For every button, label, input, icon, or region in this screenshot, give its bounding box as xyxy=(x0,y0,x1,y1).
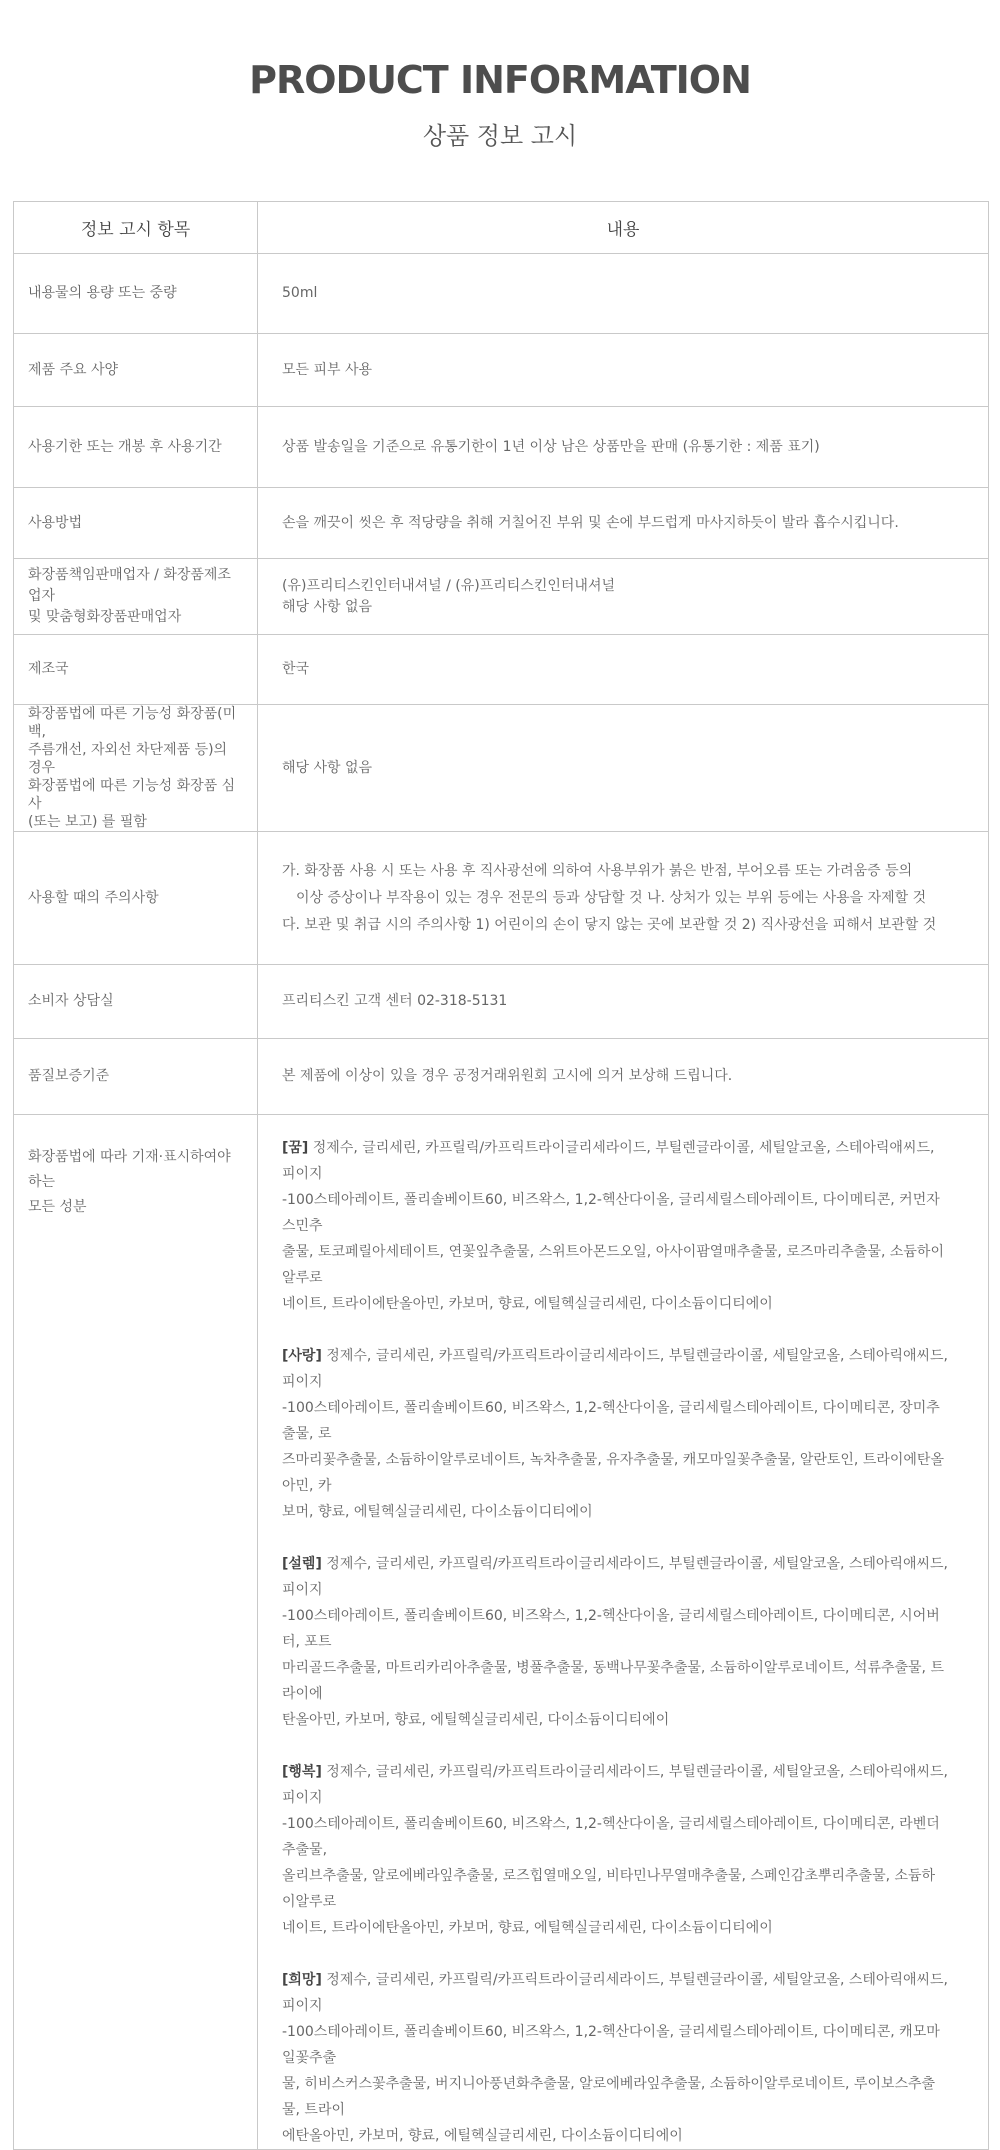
row-label-line: 화장품법에 따른 기능성 화장품(미백, xyxy=(28,706,237,740)
ingredient-block xyxy=(282,1759,948,1941)
row-value: 해당 사항 없음 xyxy=(258,705,989,832)
table-row xyxy=(14,488,989,559)
ingredient-text: -100스테아레이트, 폴리솔베이트60, 비즈왁스, 1,2-헥산다이올, 글리세릴스테아레이트, 다이메티콘, 커먼자스민추 xyxy=(282,1192,940,1234)
row-label-line: 화장품법에 따라 기재·표시하여야 하는 xyxy=(28,1149,231,1190)
ingredient-text: 물, 히비스커스꽃추출물, 버지니아풍년화추출물, 알로에베라잎추출물, 소듐하이알루로네이트, 루이보스추출물, 트라이 xyxy=(282,2076,936,2118)
table-row xyxy=(14,832,989,965)
ingredient-text: 정제수, 글리세린, 카프릴릭/카프릭트라이글리세라이드, 부틸렌글라이콜, 세틸알코올, 스테아릭애씨드, 피이지 xyxy=(282,1140,935,1182)
row-value-line: 이상 증상이나 부작용이 있는 경우 전문의 등과 상담할 것 나. 상처가 있는 부위 등에는 사용을 자제할 것 xyxy=(296,889,927,906)
row-label: 사용방법 xyxy=(14,488,258,559)
ingredient-block xyxy=(282,1135,948,1317)
table-row xyxy=(14,705,989,832)
ingredient-text: 네이트, 트라이에탄올아민, 카보머, 향료, 에틸헥실글리세린, 다이소듐이디티에이 xyxy=(282,1296,773,1312)
ingredient-text: -100스테아레이트, 폴리솔베이트60, 비즈왁스, 1,2-헥산다이올, 글리세릴스테아레이트, 다이메티콘, 시어버터, 포트 xyxy=(282,1608,940,1650)
row-value: 모든 피부 사용 xyxy=(258,334,989,407)
row-value-line: 가. 화장품 사용 시 또는 사용 후 직사광선에 의하여 사용부위가 붉은 반점, 부어오름 또는 가려움증 등의 xyxy=(282,862,913,879)
row-label-line: 및 맞춤형화장품판매업자 xyxy=(28,609,182,625)
row-label-line: 모든 성분 xyxy=(28,1199,87,1215)
row-value: 50ml xyxy=(258,254,989,334)
row-label xyxy=(14,559,258,635)
ingredient-name: [행복] xyxy=(282,1764,322,1780)
row-label-line: 주름개선, 자외선 차단제품 등)의 경우 xyxy=(28,742,228,776)
row-label: 사용기한 또는 개봉 후 사용기간 xyxy=(14,407,258,488)
ingredient-block xyxy=(282,1343,948,1525)
ingredient-text: 네이트, 트라이에탄올아민, 카보머, 향료, 에틸헥실글리세린, 다이소듐이디티에이 xyxy=(282,1920,773,1936)
row-label xyxy=(14,1115,258,2150)
table-header-row xyxy=(14,202,989,254)
row-value xyxy=(258,559,989,635)
page-title: PRODUCT INFORMATION xyxy=(249,58,751,102)
table-row xyxy=(14,334,989,407)
row-value-line: (유)프리티스킨인터내셔널 / (유)프리티스킨인터내셔널 xyxy=(282,577,615,594)
row-value: 본 제품에 이상이 있을 경우 공정거래위원회 고시에 의거 보상해 드립니다. xyxy=(258,1039,989,1115)
ingredient-text: 탄올아민, 카보머, 향료, 에틸헥실글리세린, 다이소듐이디티에이 xyxy=(282,1712,670,1728)
table-row xyxy=(14,965,989,1039)
ingredient-text: -100스테아레이트, 폴리솔베이트60, 비즈왁스, 1,2-헥산다이올, 글리세릴스테아레이트, 다이메티콘, 캐모마일꽃추출 xyxy=(282,2024,940,2066)
ingredient-name: [사랑] xyxy=(282,1348,322,1364)
ingredient-name: [설렘] xyxy=(282,1556,322,1572)
row-label: 제조국 xyxy=(14,635,258,705)
ingredient-text: 출물, 토코페릴아세테이트, 연꽃잎추출물, 스위트아몬드오일, 아사이팜열매추출물, 로즈마리추출물, 소듐하이알루로 xyxy=(282,1244,944,1286)
ingredients-row xyxy=(14,1115,989,2150)
row-value-line: 다. 보관 및 취급 시의 주의사항 1) 어린이의 손이 닿지 않는 곳에 보관할 것 2) 직사광선을 피해서 보관할 것 xyxy=(282,916,937,933)
ingredient-text: 마리골드추출물, 마트리카리아추출물, 병풀추출물, 동백나무꽃추출물, 소듐하이알루로네이트, 석류추출물, 트라이에 xyxy=(282,1660,944,1702)
row-label-line: 화장품법에 따른 기능성 화장품 심사 xyxy=(28,778,236,812)
row-value xyxy=(258,832,989,965)
ingredient-text: 정제수, 글리세린, 카프릴릭/카프릭트라이글리세라이드, 부틸렌글라이콜, 세틸알코올, 스테아릭애씨드, 피이지 xyxy=(282,1556,948,1598)
ingredient-name: [꿈] xyxy=(282,1140,309,1156)
product-info-table xyxy=(13,201,989,2150)
ingredient-text: 올리브추출물, 알로에베라잎추출물, 로즈힙열매오일, 비타민나무열매추출물, 스페인감초뿌리추출물, 소듐하이알루로 xyxy=(282,1868,936,1910)
ingredient-block xyxy=(282,1967,948,2149)
row-value: 한국 xyxy=(258,635,989,705)
row-label: 소비자 상담실 xyxy=(14,965,258,1039)
ingredient-text: -100스테아레이트, 폴리솔베이트60, 비즈왁스, 1,2-헥산다이올, 글리세릴스테아레이트, 다이메티콘, 라벤더추출물, xyxy=(282,1816,940,1858)
ingredients-list xyxy=(258,1115,989,2150)
row-label-line: (또는 보고) 를 필함 xyxy=(28,814,147,830)
ingredient-text: 정제수, 글리세린, 카프릴릭/카프릭트라이글리세라이드, 부틸렌글라이콜, 세틸알코올, 스테아릭애씨드, 피이지 xyxy=(282,1348,948,1390)
table-row xyxy=(14,635,989,705)
row-label: 사용할 때의 주의사항 xyxy=(14,832,258,965)
table-row xyxy=(14,254,989,334)
ingredient-text: 정제수, 글리세린, 카프릴릭/카프릭트라이글리세라이드, 부틸렌글라이콜, 세틸알코올, 스테아릭애씨드, 피이지 xyxy=(282,1972,948,2014)
ingredient-name: [희망] xyxy=(282,1972,322,1988)
row-label: 내용물의 용량 또는 중량 xyxy=(14,254,258,334)
row-label-line: 화장품책임판매업자 / 화장품제조업자 xyxy=(28,567,231,604)
page-subtitle: 상품 정보 고시 xyxy=(422,122,578,150)
row-label xyxy=(14,705,258,832)
table-row xyxy=(14,559,989,635)
row-label: 품질보증기준 xyxy=(14,1039,258,1115)
ingredient-text: -100스테아레이트, 폴리솔베이트60, 비즈왁스, 1,2-헥산다이올, 글리세릴스테아레이트, 다이메티콘, 장미추출물, 로 xyxy=(282,1400,940,1442)
ingredient-text: 즈마리꽃추출물, 소듐하이알루로네이트, 녹차추출물, 유자추출물, 캐모마일꽃추출물, 알란토인, 트라이에탄올아민, 카 xyxy=(282,1452,944,1494)
row-value: 손을 깨끗이 씻은 후 적당량을 취해 거칠어진 부위 및 손에 부드럽게 마사지하듯이 발라 흡수시킵니다. xyxy=(258,488,989,559)
table-row xyxy=(14,407,989,488)
row-label: 제품 주요 사양 xyxy=(14,334,258,407)
row-value: 상품 발송일을 기준으로 유통기한이 1년 이상 남은 상품만을 판매 (유통기한 : 제품 표기) xyxy=(258,407,989,488)
row-value-line: 해당 사항 없음 xyxy=(282,598,373,615)
column-header-value: 내용 xyxy=(258,202,989,254)
ingredient-text: 정제수, 글리세린, 카프릴릭/카프릭트라이글리세라이드, 부틸렌글라이콜, 세틸알코올, 스테아릭애씨드, 피이지 xyxy=(282,1764,948,1806)
table-row xyxy=(14,1039,989,1115)
ingredient-text: 보머, 향료, 에틸헥실글리세린, 다이소듐이디티에이 xyxy=(282,1504,593,1520)
column-header-label: 정보 고시 항목 xyxy=(14,202,258,254)
ingredient-text: 에탄올아민, 카보머, 향료, 에틸헥실글리세린, 다이소듐이디티에이 xyxy=(282,2128,683,2144)
ingredient-block xyxy=(282,1551,948,1733)
row-value: 프리티스킨 고객 센터 02-318-5131 xyxy=(258,965,989,1039)
